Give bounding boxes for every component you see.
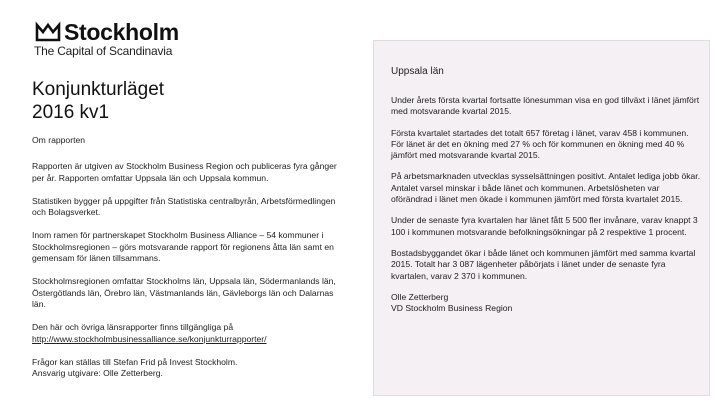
right-column [391,95,701,324]
title-line-2: 2016 kv1 [32,102,110,123]
contact-paragraph [32,357,342,380]
link-paragraph [32,322,342,345]
panel-heading: Uppsala län [391,66,444,77]
about-heading: Om rapporten [32,135,86,145]
left-paragraph: Statistiken bygger på uppgifter från Statistiska centralbyrån, Arbetsförmedlingen och Bolagsverket. [32,195,336,218]
crown-icon [34,21,62,43]
contact-line: Frågor kan ställas till Stefan Frid på Invest Stockholm. [32,356,238,367]
left-column [32,135,342,391]
summary-paragraph: På arbetsmarknaden utvecklas sysselsättningen positivt. Antalet lediga jobb ökar. Antalet varsel minskar i både länet och kommunen. Arbetslösheten var oförändrad i länet men ökade i kommunen jämfört med första kvartalet 2015. [391,171,701,205]
signature [391,292,701,315]
stockholm-logo [34,20,224,64]
signature-name: Olle Zetterberg [391,291,449,302]
title-line-1: Konjunkturläget [32,79,165,100]
page-title [32,78,164,124]
left-paragraph: Stockholmsregionen omfattar Stockholms län, Uppsala län, Södermanlands län, Östergötlands län, Örebro län, Västmanlands län, Gävleborgs län och Dalarnas län. [32,276,336,309]
logo-wordmark: Stockholm [64,19,179,45]
reports-link[interactable]: http://www.stockholmbusinessalliance.se/konjunkturrapporter/ [32,333,267,344]
summary-paragraph: Under de senaste fyra kvartalen har länet fått 5 500 fler invånare, varav knappt 3 100 i kommunen motsvarande befolkningsökningar på 2 respektive 1 procent. [391,215,698,237]
summary-paragraph: Under årets första kvartal fortsatte lönesumman visa en god tillväxt i länet jämfört med motsvarande kvartal 2015. [391,95,700,117]
left-paragraph: Rapporten är utgiven av Stockholm Business Region och publiceras fyra gånger per år. Rapporten omfattar Uppsala län och Uppsala kommun. [32,161,337,183]
summary-paragraph: Bostadsbyggandet ökar i både länet och kommunen jämfört med samma kvartal 2015. Totalt har 3 087 lägenheter påbörjats i länet under de senaste fyra kvartalen, varav 2 370 i kommunen. [391,247,696,281]
summary-paragraph: Första kvartalet startades det totalt 657 företag i länet, varav 458 i kommunen. För länet är det en ökning med 27 % och för kommunen en ökning med 40 % jämfört med motsvarande kvartal 2015. [391,127,689,161]
logo-tagline: The Capital of Scandinavia [34,44,173,58]
left-paragraph: Inom ramen för partnerskapet Stockholm Business Alliance – 54 kommuner i Stockholmsregionen – görs motsvarande rapport för regionens åtta län samt en gemensam för länen tillsammans. [32,230,334,264]
link-intro: Den här och övriga länsrapporter finns tillgängliga på [32,322,234,333]
publisher-line: Ansvarig utgivare: Olle Zetterberg. [32,368,163,379]
signature-title: VD Stockholm Business Region [391,303,513,314]
